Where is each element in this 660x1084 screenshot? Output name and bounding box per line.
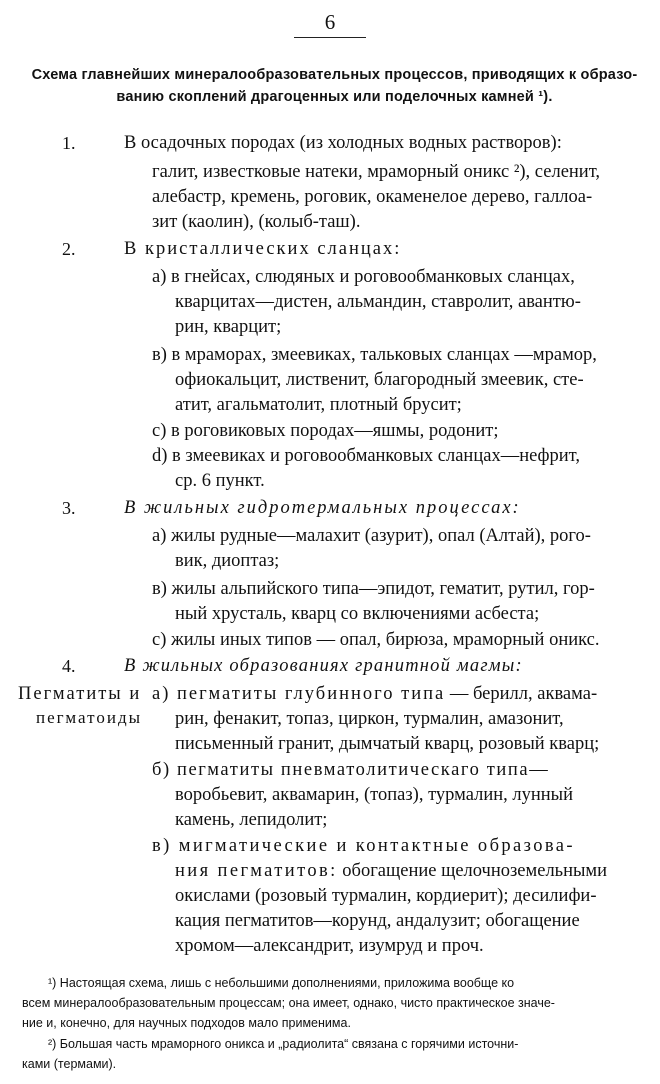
section-4-item-b-line-3: камень, лепидолит;: [175, 810, 328, 830]
section-2-item-a-line-1: а) в гнейсах, слюдяных и роговообманковых сланцах,: [152, 267, 575, 287]
section-4-item-c-line-2: [175, 858, 607, 884]
footnote-1-line-1: ¹) Настоящая схема, лишь с небольшими дополнениями, приложима вообще ко: [48, 976, 515, 990]
section-4-item-b-line-2: воробьевит, аквамарин, (топаз), турмалин, лунный: [175, 785, 573, 805]
section-1-line-3: зит (каолин), (колыб-таш).: [152, 212, 361, 232]
section-4-item-c-line-5: хромом—александрит, изумруд и проч.: [175, 936, 484, 956]
section-1-number: 1.: [62, 133, 76, 153]
section-4-item-c-line-1: в) мигматические и контактные образова-: [152, 836, 575, 856]
section-2-item-b-line-2: офиокальцит, лиственит, благородный змеевик, сте-: [175, 370, 584, 390]
section-4-item-b-line-1: [152, 757, 548, 783]
footnote-2-line-1: ²) Большая часть мраморного оникса и „радиолита“ связана с горячими источни-: [48, 1037, 519, 1051]
footnote-2-line-2: ками (термами).: [22, 1057, 117, 1071]
section-2-item-c-line-1: с) в роговиковых породах—яшмы, родонит;: [152, 421, 499, 441]
section-3-item-c-line-1: с) жилы иных типов — опал, бирюза, мраморный оникс.: [152, 630, 600, 650]
section-2-heading: В кристаллических сланцах:: [124, 239, 402, 259]
section-2-item-b-line-3: атит, агальматолит, плотный брусит;: [175, 395, 462, 415]
footnote-1-line-2: всем минералообразовательным процессам; она имеет, однако, чисто практическое значе-: [22, 996, 555, 1010]
page-title: [22, 64, 647, 108]
section-4-item-b-label: б) пегматиты пневматолитическаго типа: [152, 760, 530, 780]
section-2-number: 2.: [62, 239, 76, 259]
title-line-1: Схема главнейших минералообразовательных процессов, приводящих к образо-: [31, 67, 638, 83]
section-3-item-b-line-1: в) жилы альпийского типа—эпидот, гематит, рутил, гор-: [152, 579, 595, 599]
section-4-side-label-2: пегматоиды: [36, 708, 143, 727]
section-4-item-a-line-1: [152, 681, 597, 707]
page-number-rule: [294, 37, 366, 38]
section-4-item-a-line-3: письменный гранит, дымчатый кварц, розовый кварц;: [175, 734, 600, 754]
section-1-line-2: алебастр, кремень, роговик, окаменелое дерево, галлоа-: [152, 187, 593, 207]
section-2-item-d-line-2: ср. 6 пункт.: [175, 471, 265, 491]
section-4-item-a-label: а) пегматиты глубинного типа: [152, 684, 446, 704]
section-1-line-1: галит, известковые натеки, мраморный оникс ²), селенит,: [152, 162, 601, 182]
footnote-1-line-3: ние и, конечно, для научных подходов мало применима.: [22, 1016, 351, 1030]
section-4-item-c-rest: обогащение щелочноземельными: [342, 861, 608, 881]
footnote-separator: [24, 962, 638, 963]
section-3-item-b-line-2: ный хрусталь, кварц со включениями асбеста;: [175, 604, 540, 624]
section-2-item-a-line-3: рин, кварцит;: [175, 317, 282, 337]
section-3-item-a-line-1: а) жилы рудные—малахит (азурит), опал (Алтай), рого-: [152, 526, 591, 546]
section-4-item-c-line-4: кация пегматитов—корунд, андалузит; обогащение: [175, 911, 580, 931]
page-number: 6: [324, 10, 336, 34]
section-4-heading: В жильных образованиях гранитной магмы:: [124, 656, 523, 676]
section-4-item-c-line-3: окислами (розовый турмалин, кордиерит); десилифи-: [175, 886, 597, 906]
section-4-item-a-rest: — берилл, аквама-: [449, 684, 598, 704]
section-4-number: 4.: [62, 656, 76, 676]
section-2-item-d-line-1: d) в змеевиках и роговообманковых сланцах—нефрит,: [152, 446, 580, 466]
section-4-item-a-line-2: рин, фенакит, топаз, циркон, турмалин, амазонит,: [175, 709, 564, 729]
section-3-item-a-line-2: вик, диоптаз;: [175, 551, 280, 571]
section-1-heading: В осадочных породах (из холодных водных растворов):: [124, 133, 562, 153]
section-2-item-a-line-2: кварцитах—дистен, альмандин, ставролит, авантю-: [175, 292, 581, 312]
section-2-item-b-line-1: в) в мраморах, змеевиках, тальковых сланцах —мрамор,: [152, 345, 597, 365]
section-4-side-label-1: Пегматиты и: [18, 684, 142, 704]
section-4-item-c-label: ния пегматитов:: [175, 861, 338, 881]
section-4-item-b-rest: —: [529, 760, 548, 780]
section-3-number: 3.: [62, 498, 76, 518]
section-3-heading: В жильных гидротермальных процессах:: [124, 498, 521, 518]
title-line-2: ванию скоплений драгоценных или поделочных камней ¹).: [116, 89, 553, 105]
